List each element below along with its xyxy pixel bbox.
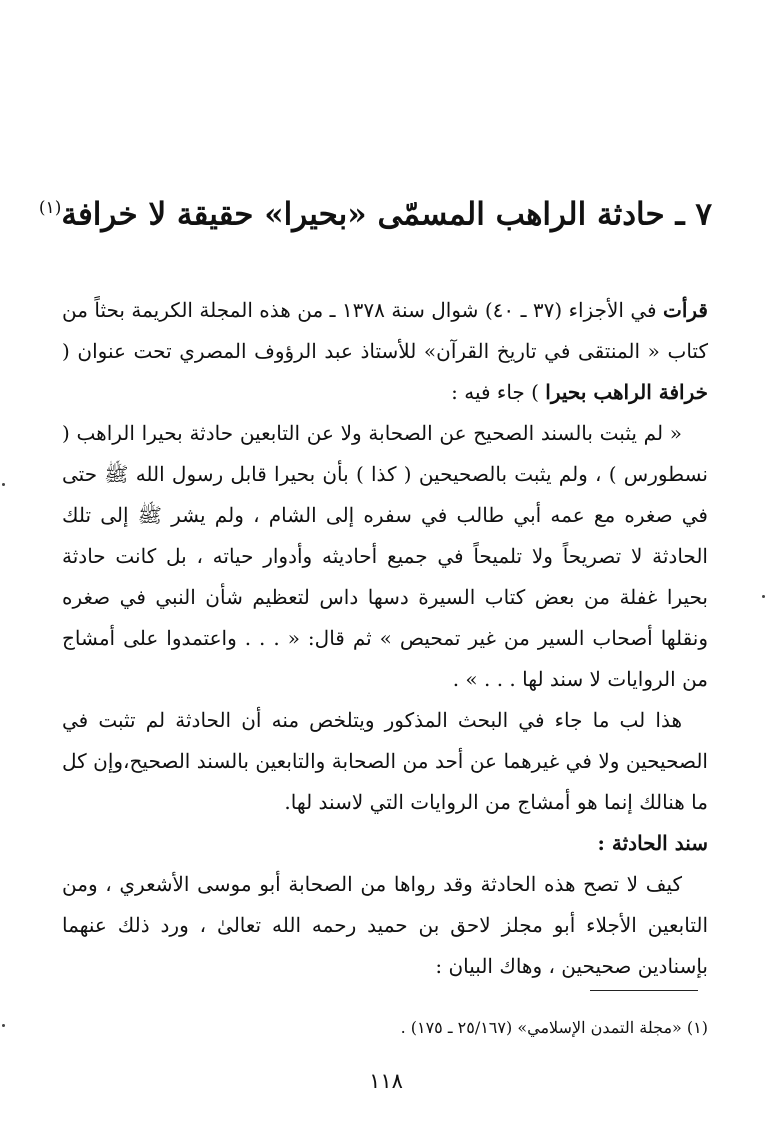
paragraph-1-tail: ) جاء فيه : [451,380,546,404]
page-number: ١١٨ [369,1069,403,1093]
scan-edge-mark [2,483,5,486]
paragraph-4: كيف لا تصح هذه الحادثة وقد رواها من الصحابة أبو موسى الأشعري ، ومن التابعين الأجلاء أبو مجلز لاحق بن حميد رحمه الله تعالىٰ ، ورد ذلك عنهما بإسنادين صحيحين ، وهاك البيان : [62,872,708,978]
paragraph-1-bold-title: خرافة الراهب بحيرا [545,380,708,404]
paragraph-1-text: في الأجزاء (٣٧ ـ ٤٠) شوال سنة ١٣٧٨ ـ من هذه المجلة الكريمة بحثاً من كتاب « المنتقى في تاريخ القرآن» للأستاذ عبد الرؤوف المصري تحت عنوان ( [62,298,708,363]
chapter-title-text: ٧ ـ حادثة الراهب المسمّى «بحيرا» حقيقة لا خرافة [61,196,712,233]
footnote-number: (١) [686,1018,708,1037]
footnote-divider [590,990,698,991]
paragraph-1-lead: قرأت [663,298,708,322]
title-footnote-ref: (١) [38,198,62,218]
chapter-title [40,178,712,244]
footnote [62,1013,708,1043]
scan-edge-mark [762,595,765,598]
section-heading: سند الحادثة : [597,831,708,855]
paragraph-3: هذا لب ما جاء في البحث المذكور ويتلخص منه أن الحادثة لم تثبت في الصحيحين ولا في غيرهما عن أحد من الصحابة والتابعين بالسند الصحيح،وإن كل ما هنالك إنما هو أمشاج من الروايات التي لاسند لها. [62,708,708,814]
footnote-text: «مجلة التمدن الإسلامي» (٢٥/١٦٧ ـ ١٧٥) . [400,1018,682,1037]
body-text [62,290,708,987]
paragraph-1 [62,290,708,413]
scan-edge-mark [2,1024,5,1027]
paragraph-2-quote: « لم يثبت بالسند الصحيح عن الصحابة ولا عن التابعين حادثة بحيرا الراهب ( نسطورس ) ، ولم يثبت بالصحيحين ( كذا ) بأن بحيرا قابل رسول الله ﷺ حتى في صغره مع عمه أبي طالب في سفره إلى الشام ، ولم يشر ﷺ إلى تلك الحادثة لا تصريحاً ولا تلميحاً في جميع أحاديثه وأدوار حياته ، بل كانت حادثة بحيرا غفلة من بعض كتاب السيرة دسها داس لتعظيم شأن النبي في صغره ونقلها أصحاب السير من غير تمحيص » ثم قال: « . . . واعتمدوا على أمشاج من الروايات لا سند لها . . . » . [62,421,708,691]
